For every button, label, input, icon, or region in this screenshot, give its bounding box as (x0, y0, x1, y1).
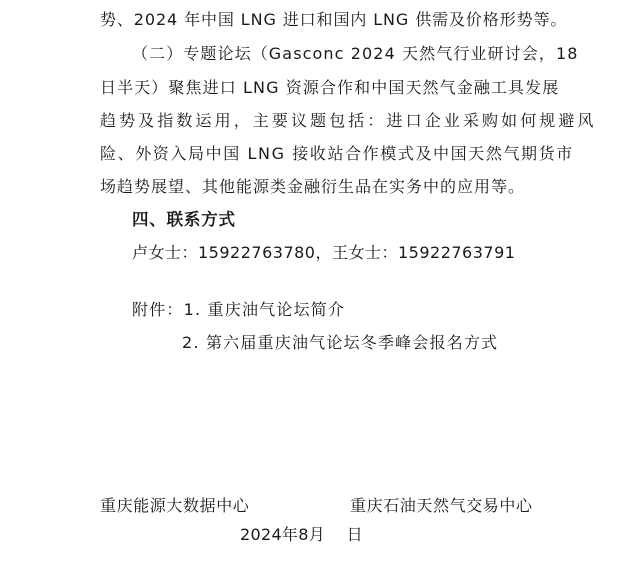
paragraph-2-line-1: （二）专题论坛（Gasconc 2024 天然气行业研讨会，18 (132, 44, 579, 63)
contact-heading: 四、联系方式 (132, 210, 236, 229)
signature-date: 2024年8月 日 (240, 525, 363, 544)
signature-org-left: 重庆能源大数据中心 (100, 496, 250, 515)
paragraph-2-line-4: 险、外资入局中国 LNG 接收站合作模式及中国天然气期货市 (100, 144, 574, 163)
signature-org-right: 重庆石油天然气交易中心 (350, 496, 533, 515)
attachment-item-2: 2. 第六届重庆油气论坛冬季峰会报名方式 (182, 333, 499, 352)
attachment-item-1: 附件：1. 重庆油气论坛简介 (132, 300, 346, 319)
paragraph-2-line-2: 日半天）聚焦进口 LNG 资源合作和中国天然气金融工具发展 (100, 78, 560, 97)
paragraph-2-line-5: 场趋势展望、其他能源类金融衍生品在实务中的应用等。 (100, 177, 526, 196)
paragraph-2-line-3: 趋势及指数运用，主要议题包括：进口企业采购如何规避风 (100, 111, 597, 130)
paragraph-1-tail: 势、2024 年中国 LNG 进口和国内 LNG 供需及价格形势等。 (100, 10, 568, 29)
contact-line: 卢女士：15922763780，王女士：15922763791 (132, 243, 516, 262)
